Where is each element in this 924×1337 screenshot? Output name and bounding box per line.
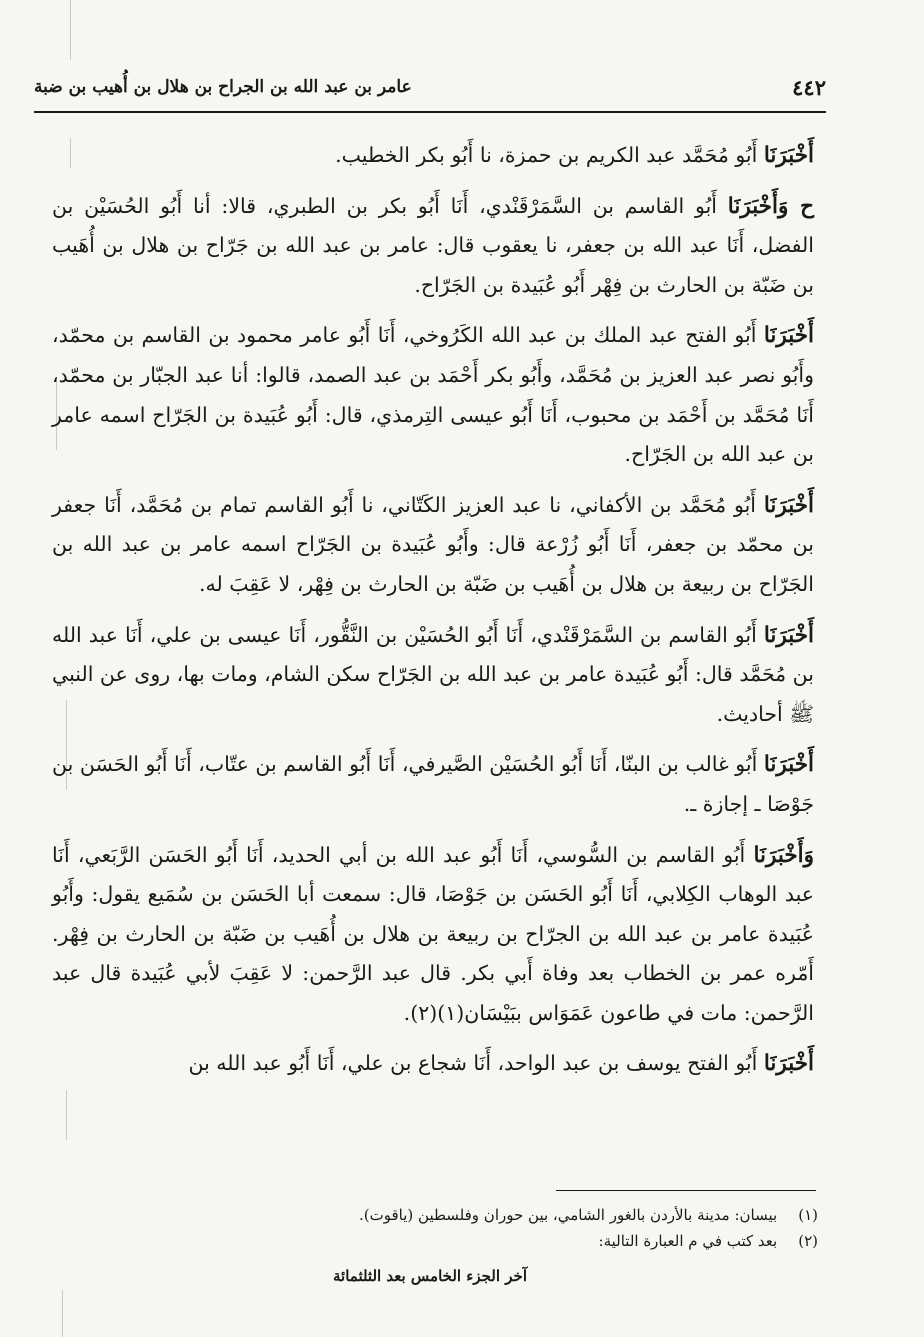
paragraph — [52, 136, 814, 176]
paragraph — [52, 187, 814, 306]
footnote-text: بعد كتب في م العبارة التالية: — [598, 1232, 778, 1250]
footnote-rule — [556, 1190, 816, 1191]
paragraph — [52, 616, 814, 735]
footnote-mark: (١) — [798, 1206, 818, 1224]
paragraph — [52, 316, 814, 474]
paragraph-text: أَبُو مُحَمَّد بن الأكفاني، نا عبد العزيز الكَتّاني، نا أَبُو القاسم تمام بن مُحَمَّد، أَنَا جعفر بن محمّد بن جعفر، أَنَا أَبُو زُرْعة قال: وأَبُو عُبَيدة بن الجَرّاح اسمه عامر بن عبد الله بن الجَرّاح بن ربيعة بن هلال بن أُهَيب بن ضَبّة بن الحارث بن فِهْر، لا عَقِبَ له. — [52, 492, 814, 596]
page-number: ٤٤٢ — [792, 74, 826, 100]
narration-lead: ح وَأَخْبَرَنَا — [727, 193, 814, 219]
paragraph — [52, 836, 814, 1034]
footnote-text: بيسان: مدينة بالأردن بالغور الشامي، بين حوران وفلسطين (ياقوت). — [359, 1206, 778, 1224]
header-rule — [34, 111, 826, 113]
narration-lead: أَخْبَرَنَا — [763, 752, 814, 778]
paragraph-text: أَبُو غالب بن البنّا، أَنَا أَبُو الحُسَيْن الصَّيرفي، أَنَا أَبُو القاسم بن عتّاب، أَنَا أَبُو الحَسَن بن جَوْصَا ـ إجازة ـ. — [52, 752, 814, 816]
narration-lead: أَخْبَرَنَا — [763, 323, 814, 349]
section-end-note: آخر الجزء الخامس بعد الثلثمائة — [332, 1267, 527, 1285]
narration-lead: وَأَخْبَرَنَا — [753, 842, 814, 868]
paragraph-text: أَبُو الفتح عبد الملك بن عبد الله الكَرُوخي، أَنَا أَبُو عامر محمود بن القاسم بن محمّد، وأَبُو نصر عبد العزيز بن مُحَمَّد، وأَبُو بكر أَحْمَد بن عبد الصمد، قالوا: أنا عبد الجبّار بن محمّد، أَنَا مُحَمَّد بن أَحْمَد بن محبوب، أَنَا أَبُو عيسى التِرمذي، قال: أَبُو عُبَيدة بن الجَرّاح اسمه عامر بن عبد الله بن الجَرّاح. — [52, 323, 814, 467]
paragraph-text: أَبُو القاسم بن السَّمَرْقَنْدي، أَنَا أَبُو بكر بن الطبري، قالا: أنا أَبُو الحُسَيْن بن الفضل، أَنَا عبد الله بن جعفر، نا يعقوب قال: عامر بن عبد الله بن جَرّاح بن هلال بن أُهَيب بن ضَبّة بن الحارث بن فِهْر أَبُو عُبَيدة بن الجَرّاح. — [52, 193, 814, 297]
narration-lead: أَخْبَرَنَا — [763, 622, 814, 648]
narration-lead: أَخْبَرَنَا — [763, 143, 814, 168]
binding-edge-line — [70, 0, 71, 60]
paragraph-text: أَبُو القاسم بن السَّمَرْقَنْدي، أَنَا أَبُو الحُسَيْن بن النَّقُّور، أَنَا عيسى بن علي، أَنَا عبد الله بن مُحَمَّد قال: أَبُو عُبَيدة عامر بن عبد الله بن الجَرّاح سكن الشام، ومات بها، روى عن النبي ﷺ أحاديث. — [52, 622, 814, 726]
margin-mark — [66, 1090, 67, 1140]
binding-edge-line — [62, 1290, 63, 1337]
footnote-item — [138, 1202, 818, 1228]
paragraph — [52, 1044, 814, 1084]
footnotes — [138, 1202, 818, 1254]
paragraph-text: أَبُو الفتح يوسف بن عبد الواحد، أَنَا شجاع بن علي، أَنَا أَبُو عبد الله بن — [188, 1051, 758, 1076]
running-title: عامر بن عبد الله بن الجراح بن هلال بن أُهيب بن ضبة — [34, 77, 412, 97]
paragraph-text: أَبُو مُحَمَّد عبد الكريم بن حمزة، نا أَبُو بكر الخطيب. — [335, 143, 758, 167]
narration-lead: أَخْبَرَنَا — [763, 1051, 814, 1077]
page-header — [34, 70, 826, 104]
footnote-item — [138, 1228, 818, 1254]
narration-lead: أَخْبَرَنَا — [763, 492, 814, 518]
main-text — [52, 136, 814, 1095]
paragraph — [52, 486, 814, 605]
footnote-mark: (٢) — [798, 1232, 818, 1250]
paragraph-text: أَبُو القاسم بن السُّوسي، أَنَا أَبُو عبد الله بن أبي الحديد، أَنَا أَبُو الحَسَن الرَّبَعي، أَنَا عبد الوهاب الكِلابي، أَنَا أَبُو الحَسَن بن جَوْصَا، قال: سمعت أبا الحَسَن بن سُمَيع يقول: وأَبُو عُبَيدة عامر بن عبد الله بن الجرّاح بن ربيعة بن هلال بن أُهَيب بن ضَبّة بن الحارث بن فِهْر. أَمّره عمر بن الخطاب بعد وفاة أَبي بكر. قال عبد الرَّحمن: لا عَقِبَ لأبي عُبَيدة قال عبد الرَّحمن: مات في طاعون عَمَوَاس ببَيْسَان(١)(٢). — [52, 842, 814, 1025]
paragraph — [52, 745, 814, 824]
